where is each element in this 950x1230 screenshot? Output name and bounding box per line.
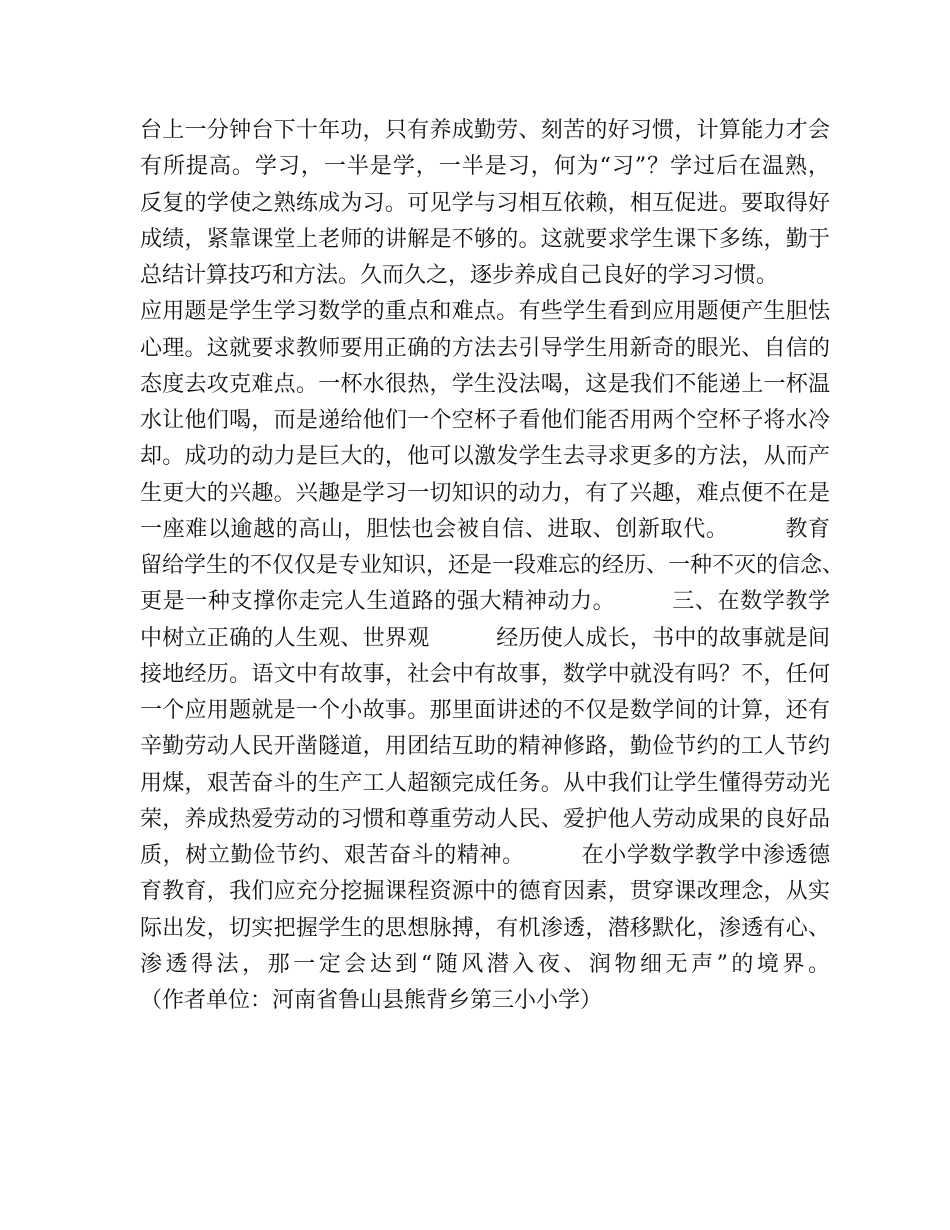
text-line: 中树立正确的人生观、世界观 经历使人成长，书中的故事就是间	[140, 625, 830, 651]
text-line: 接地经历。语文中有故事，社会中有故事，数学中就没有吗？不，任何	[140, 661, 830, 687]
text-line: 辛勤劳动人民开凿隧道，用团结互助的精神修路，勤俭节约的工人节约	[140, 734, 830, 760]
text-line: 反复的学使之熟练成为习。可见学与习相互依赖，相互促进。要取得好	[140, 190, 830, 216]
text-line: 有所提高。学习，一半是学，一半是习，何为“习”？学过后在温熟，	[140, 154, 830, 180]
text-line: 台上一分钟台下十年功，只有养成勤劳、刻苦的好习惯，计算能力才会	[140, 118, 830, 143]
text-line: 一座难以逾越的高山，胆怯也会被自信、进取、创新取代。 教育	[140, 516, 830, 542]
author-affiliation: （作者单位：河南省鲁山县熊背乡第三小小学）	[140, 988, 603, 1013]
text-line: 应用题是学生学习数学的重点和难点。有些学生看到应用题便产生胆怯	[140, 299, 830, 325]
text-line: 心理。这就要求教师要用正确的方法去引导学生用新奇的眼光、自信的	[140, 335, 830, 361]
text-line: 际出发，切实把握学生的思想脉搏，有机渗透，潜移默化，渗透有心、	[140, 915, 830, 941]
text-line: 用煤，艰苦奋斗的生产工人超额完成任务。从中我们让学生懂得劳动光	[140, 770, 830, 796]
text-line: 水让他们喝，而是递给他们一个空杯子看他们能否用两个空杯子将水冷	[140, 408, 830, 433]
text-line: 渗透得法，那一定会达到“随风潜入夜、润物细无声”的境界。	[140, 951, 830, 977]
text-line: 成绩，紧靠课堂上老师的讲解是不够的。这就要求学生课下多练，勤于	[140, 226, 830, 252]
text-line: 一个应用题就是一个小故事。那里面讲述的不仅是数学间的计算，还有	[140, 698, 830, 723]
text-line: 更是一种支撑你走完人生道路的强大精神动力。 三、在数学教学	[140, 589, 830, 615]
text-line: 却。成功的动力是巨大的，他可以激发学生去寻求更多的方法，从而产	[140, 444, 830, 470]
text-line: 育教育，我们应充分挖掘课程资源中的德育因素，贯穿课改理念，从实	[140, 879, 830, 905]
text-line: 质，树立勤俭节约、艰苦奋斗的精神。 在小学数学教学中渗透德	[140, 843, 830, 868]
text-line: 态度去攻克难点。一杯水很热，学生没法喝，这是我们不能递上一杯温	[140, 371, 830, 397]
text-line: 荣，养成热爱劳动的习惯和尊重劳动人民、爱护他人劳动成果的良好品	[140, 806, 830, 832]
body-text	[140, 113, 845, 1019]
text-line: 生更大的兴趣。兴趣是学习一切知识的动力，有了兴趣，难点便不在是	[140, 480, 830, 506]
text-line: 留给学生的不仅仅是专业知识，还是一段难忘的经历、一种不灭的信念、	[140, 553, 845, 578]
text-line: 总结计算技巧和方法。久而久之，逐步养成自己良好的学习习惯。	[140, 263, 779, 288]
